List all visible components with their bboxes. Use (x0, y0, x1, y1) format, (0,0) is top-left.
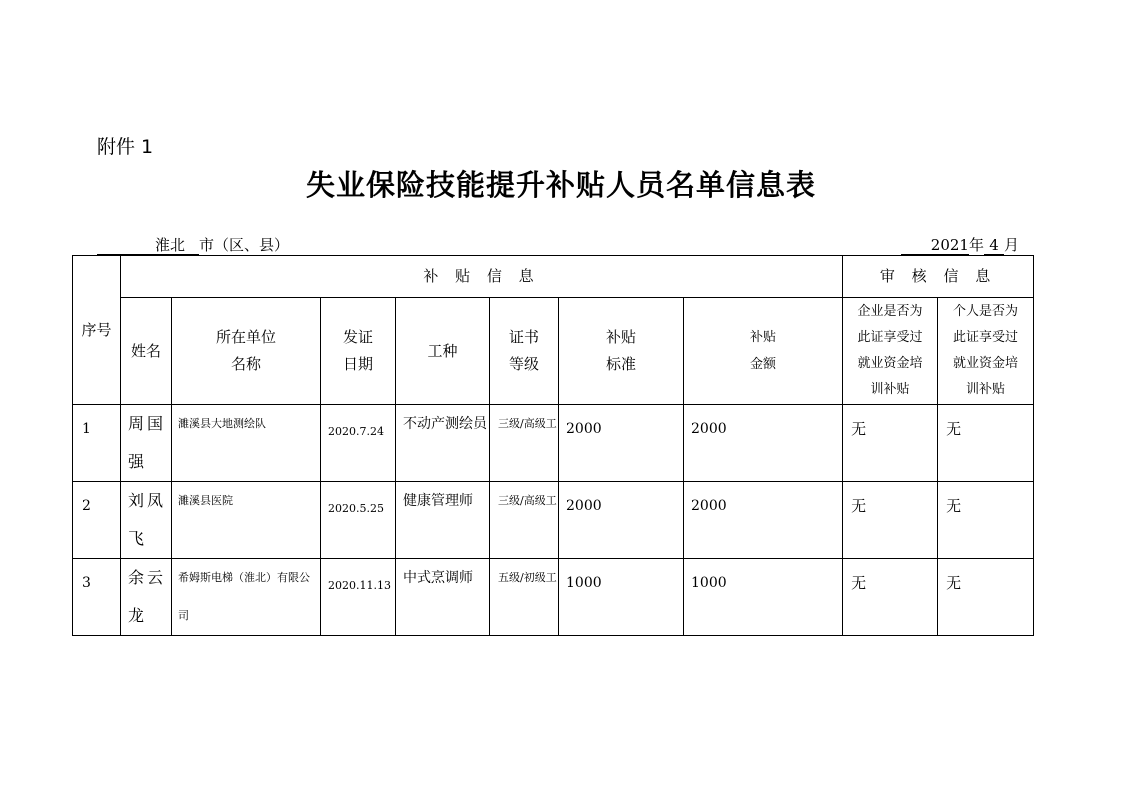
month-unit: 月 (1003, 236, 1019, 254)
report-year: 2021 (901, 237, 969, 255)
table-row (73, 482, 1034, 559)
header-issue-line2: 日期 (342, 355, 373, 373)
cell-job: 不动产测绘员 (396, 405, 490, 482)
cell-amount: 2000 (684, 482, 843, 559)
cell-standard: 2000 (559, 482, 684, 559)
cell-standard: 2000 (559, 405, 684, 482)
header-standard (559, 298, 684, 405)
header-name: 姓名 (121, 298, 172, 405)
header-personal-line: 此证享受过 (953, 330, 1019, 345)
table-row (73, 559, 1034, 636)
header-amount-line2: 金额 (750, 357, 777, 372)
cell-name: 余云龙 (121, 559, 172, 636)
cell-personal-check: 无 (938, 405, 1034, 482)
cell-personal-check: 无 (938, 559, 1034, 636)
cell-index: 3 (73, 559, 121, 636)
cell-unit: 濉溪县大地测绘队 (172, 405, 321, 482)
header-company-line: 训补贴 (870, 382, 910, 397)
region-city (97, 237, 199, 255)
subsidy-table (72, 255, 1034, 636)
cell-name: 刘凤飞 (121, 482, 172, 559)
cell-amount: 1000 (684, 559, 843, 636)
cell-job: 中式烹调师 (396, 559, 490, 636)
report-date (901, 234, 1019, 255)
header-job: 工种 (396, 298, 490, 405)
header-personal-line: 个人是否为 (953, 304, 1019, 319)
header-level-line1: 证书 (508, 328, 539, 346)
region-suffix: 市（区、县） (199, 236, 290, 254)
header-standard-line2: 标准 (605, 355, 636, 373)
header-company-line: 企业是否为 (857, 304, 923, 319)
header-index: 序号 (73, 256, 121, 405)
header-unit (172, 298, 321, 405)
cell-index: 2 (73, 482, 121, 559)
header-personal-line: 就业资金培 (953, 356, 1019, 371)
cell-unit: 濉溪县医院 (172, 482, 321, 559)
report-month: 4 (984, 237, 1004, 255)
cell-personal-check: 无 (938, 482, 1034, 559)
cell-level: 三级/高级工 (490, 482, 559, 559)
cell-index: 1 (73, 405, 121, 482)
cell-issue-date: 2020.7.24 (321, 405, 396, 482)
year-unit: 年 (968, 236, 984, 254)
cell-level: 五级/初级工 (490, 559, 559, 636)
header-amount-line1: 补贴 (750, 330, 777, 345)
header-review-group: 审 核 信 息 (843, 256, 1034, 298)
header-company-check (843, 298, 938, 405)
header-issue-date (321, 298, 396, 405)
header-personal-check (938, 298, 1034, 405)
cell-unit: 希姆斯电梯（淮北）有限公司 (172, 559, 321, 636)
cell-amount: 2000 (684, 405, 843, 482)
header-level-line2: 等级 (508, 355, 539, 373)
header-row-groups (73, 256, 1034, 298)
cell-company-check: 无 (843, 559, 938, 636)
cell-name: 周国强 (121, 405, 172, 482)
header-unit-line1: 所在单位 (215, 328, 276, 346)
header-level (490, 298, 559, 405)
header-company-line: 就业资金培 (857, 356, 923, 371)
region-line (97, 234, 289, 255)
header-subsidy-group: 补 贴 信 息 (121, 256, 843, 298)
cell-issue-date: 2020.11.13 (321, 559, 396, 636)
header-personal-line: 训补贴 (966, 382, 1006, 397)
cell-company-check: 无 (843, 482, 938, 559)
header-issue-line1: 发证 (342, 328, 373, 346)
cell-job: 健康管理师 (396, 482, 490, 559)
cell-standard: 1000 (559, 559, 684, 636)
cell-company-check: 无 (843, 405, 938, 482)
header-unit-line2: 名称 (230, 355, 261, 373)
header-standard-line1: 补贴 (605, 328, 636, 346)
attachment-label: 附件 1 (97, 136, 154, 158)
page-title: 失业保险技能提升补贴人员名单信息表 (305, 168, 816, 202)
cell-issue-date: 2020.5.25 (321, 482, 396, 559)
table-row (73, 405, 1034, 482)
header-company-line: 此证享受过 (857, 330, 923, 345)
header-amount (684, 298, 843, 405)
region-city-value: 淮北 (154, 236, 185, 254)
header-row-columns (73, 298, 1034, 405)
cell-level: 三级/高级工 (490, 405, 559, 482)
